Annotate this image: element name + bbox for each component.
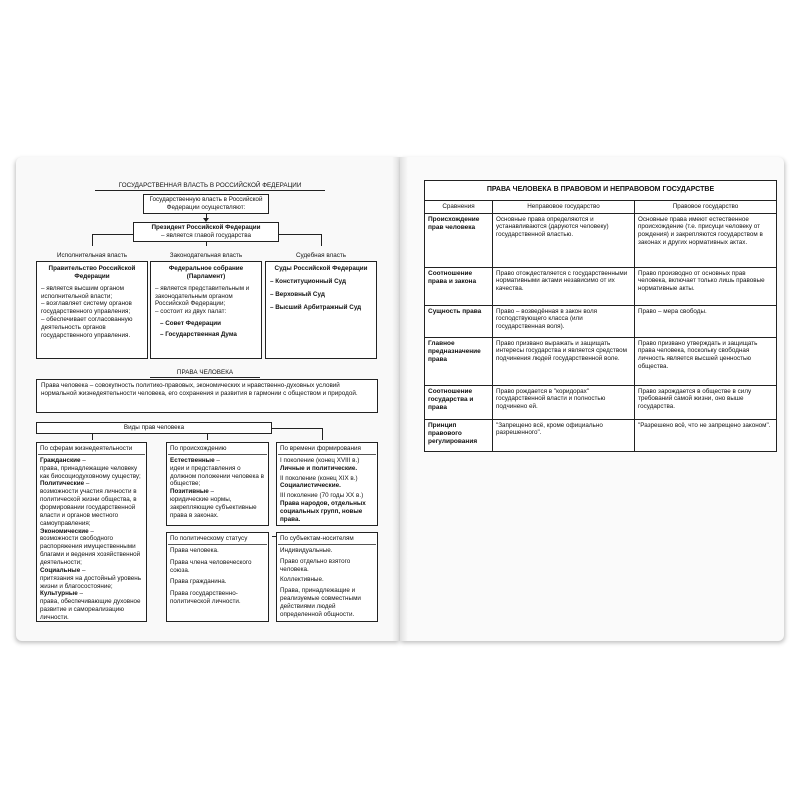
sphere-desc: притязания на достойный уровень жизни и благосостояние; bbox=[40, 574, 142, 590]
leg-box bbox=[150, 261, 262, 359]
connector bbox=[206, 242, 207, 246]
political-item: Права члена человеческого союза. bbox=[170, 558, 252, 574]
sphere-desc: возможности участия личности в политической жизни общества, в формировании государственной власти и органов местного самоуправления; bbox=[40, 488, 137, 527]
spheres-box: По сферам жизнедеятельности Гражданские – права, принадлежащие человеку как биосоциодуховному существу; Политические – возможности участия личности в политической жизни общества, в формировании государственной власти и органов местного самоуправления; Экономические – возможности свободного распоряжения имущественными благами и ведения хозяйственной деятельности; Социальные – притязания на достойный уровень жизни и благосостояние; Культурные – права, обеспечивающие духовное развитие и самореализацию личности. bbox=[36, 442, 147, 622]
time-heading: По времени формирования bbox=[280, 445, 361, 452]
row-label: Соотношение государства и права bbox=[425, 385, 493, 419]
political-item: Права человека. bbox=[170, 546, 219, 554]
connector bbox=[207, 434, 208, 440]
table-row bbox=[425, 385, 777, 419]
non-legal-cell: Право рождается в "коридорах" государственной власти и полностью подчинено ей. bbox=[493, 385, 635, 419]
table-header: Сравнения bbox=[425, 200, 493, 213]
table-title: ПРАВА ЧЕЛОВЕКА В ПРАВОВОМ И НЕПРАВОВОМ ГОСУДАРСТВЕ bbox=[425, 181, 777, 201]
jud-title: Суды Российской Федерации bbox=[274, 265, 368, 272]
divider bbox=[38, 454, 145, 455]
president-title: Президент Российской Федерации bbox=[151, 224, 261, 231]
table-row bbox=[425, 213, 777, 267]
connector bbox=[92, 434, 93, 440]
leg-item: – состоит из двух палат: bbox=[155, 308, 227, 316]
non-legal-cell: "Запрещено всё, кроме официально разрешенного". bbox=[493, 419, 635, 451]
time-box bbox=[276, 442, 378, 526]
gov-title-underline bbox=[95, 190, 325, 191]
divider bbox=[168, 544, 267, 545]
exec-item: – возглавляет систему органов государственного управления; bbox=[41, 300, 132, 316]
types-heading-box bbox=[36, 422, 272, 434]
gov-title: ГОСУДАРСТВЕННАЯ ВЛАСТЬ В РОССИЙСКОЙ ФЕДЕРАЦИИ bbox=[118, 182, 302, 189]
comparison-table bbox=[424, 180, 777, 452]
table-row bbox=[425, 267, 777, 305]
sphere-term: Социальные bbox=[40, 566, 81, 574]
jud-box bbox=[265, 261, 377, 359]
connector bbox=[322, 428, 323, 440]
origin-term: Позитивные bbox=[170, 488, 209, 496]
leg-chamber: – Государственная Дума bbox=[160, 331, 237, 339]
leg-heading: Законодательная власть bbox=[169, 252, 243, 259]
connector bbox=[279, 234, 322, 235]
divider bbox=[168, 454, 267, 455]
time-rights: Личные и политические. bbox=[280, 464, 358, 472]
table-header: Правовое государство bbox=[635, 200, 777, 213]
types-heading: Виды прав человека bbox=[123, 424, 185, 431]
origin-desc: идеи и представления о должном положении человека в обществе; bbox=[170, 464, 264, 488]
legal-cell: "Разрешено всё, что не запрещено законом". bbox=[635, 419, 777, 451]
subjects-item: Права, принадлежащие и реализуемые совместными действиями людей определенной общности. bbox=[280, 587, 361, 618]
time-rights: Права народов, отдельных социальных групп, новые права. bbox=[280, 500, 366, 523]
sphere-desc: возможности свободного распоряжения имущественными благами и ведения хозяйственной деятельности; bbox=[40, 535, 141, 567]
exec-heading: Исполнительная власть bbox=[56, 252, 127, 259]
leg-title: Федеральное собрание (Парламент) bbox=[168, 265, 244, 280]
table-header-row bbox=[425, 200, 777, 213]
rights-definition-box bbox=[36, 379, 378, 413]
exec-title: Правительство Российской Федерации bbox=[48, 265, 136, 280]
exec-box bbox=[36, 261, 148, 359]
rights-title-underline bbox=[150, 377, 260, 378]
time-rights: Социалистические. bbox=[280, 482, 341, 490]
divider bbox=[278, 454, 376, 455]
president-sub: – является главой государства bbox=[161, 231, 251, 239]
rights-title: ПРАВА ЧЕЛОВЕКА bbox=[176, 369, 234, 376]
origin-desc: юридические нормы, закрепляющие субъективные права в законах. bbox=[170, 496, 257, 519]
row-label: Соотношение права и закона bbox=[425, 267, 493, 305]
exec-item: – обеспечивает согласованную деятельность органов государственного управления. bbox=[41, 316, 133, 339]
table-row bbox=[425, 337, 777, 385]
connector bbox=[92, 234, 93, 246]
non-legal-cell: Право – возведённая в закон воля господствующего класса (или государственная воля). bbox=[493, 305, 635, 337]
political-heading: По политическому статусу bbox=[170, 535, 248, 542]
non-legal-cell: Право призвано выражать и защищать интересы государства и является средством подчинения людей государственной воле. bbox=[493, 337, 635, 385]
political-item: Права государственно-политической личности. bbox=[170, 590, 241, 606]
legal-cell: Основные права имеют естественное происхождение (т.е. присущи человеку от рождения) и закрепляются государством в законах и других нормативных актах. bbox=[635, 213, 777, 267]
table-row bbox=[425, 305, 777, 337]
sphere-term: Политические bbox=[40, 480, 85, 488]
legal-cell: Право призвано утверждать и защищать права человека, поскольку свободная личность является высшей ценностью общества. bbox=[635, 337, 777, 385]
table-title-row bbox=[425, 181, 777, 201]
row-label: Происхождение прав человека bbox=[425, 213, 493, 267]
divider bbox=[278, 544, 376, 545]
origin-box: По происхождению Естественные – идеи и представления о должном положении человека в обществе; Позитивные – юридические нормы, закрепляющие субъективные права в законах. bbox=[166, 442, 269, 526]
gov-intro-text: Государственную власть в Российской Федерации осуществляют: bbox=[149, 196, 263, 211]
president-box bbox=[133, 222, 279, 242]
subjects-item: Индивидуальные. bbox=[280, 546, 333, 554]
connector bbox=[92, 234, 133, 235]
time-era: III поколение (70 годы XX в.) bbox=[280, 492, 364, 500]
subjects-heading: По субъектам-носителям bbox=[280, 535, 354, 542]
jud-item: – Высший Арбитражный Суд bbox=[270, 303, 362, 311]
time-era: II поколение (конец XIX в.) bbox=[280, 474, 358, 482]
time-era: I поколение (конец XVIII в.) bbox=[280, 456, 360, 464]
sphere-term: Экономические bbox=[40, 527, 89, 535]
gov-intro-box bbox=[143, 194, 269, 214]
legal-cell: Право зарождается в обществе в силу требований самой жизни, оно выше государства. bbox=[635, 385, 777, 419]
leg-chamber: – Совет Федерации bbox=[160, 320, 222, 328]
connector bbox=[272, 428, 322, 429]
table-header: Неправовое государство bbox=[493, 200, 635, 213]
legal-cell: Право – мера свободы. bbox=[635, 305, 777, 337]
origin-term: Естественные bbox=[170, 456, 215, 464]
leg-item: – является представительным и законодательным органом Российской Федерации; bbox=[155, 284, 250, 308]
sphere-desc: права, обеспечивающие духовное развитие и самореализацию личности. bbox=[40, 598, 141, 622]
book-spine bbox=[392, 157, 408, 641]
exec-item: – является высшим органом исполнительной власти; bbox=[41, 284, 124, 300]
non-legal-cell: Право отождествляется с государственными нормативными актами независимо от их качества. bbox=[493, 267, 635, 305]
jud-item: – Верховный Суд bbox=[270, 290, 325, 298]
political-item: Права гражданина. bbox=[170, 578, 227, 586]
origin-heading: По происхождению bbox=[170, 445, 227, 452]
row-label: Принцип правового регулирования bbox=[425, 419, 493, 451]
legal-cell: Право производно от основных прав человека, включает только лишь правовые нормативные акты. bbox=[635, 267, 777, 305]
subjects-item: Право отдельно взятого человека. bbox=[280, 557, 351, 573]
jud-item: – Конституционный Суд bbox=[270, 277, 347, 285]
subjects-item: Коллективные. bbox=[280, 576, 324, 584]
subjects-box bbox=[276, 532, 378, 622]
connector bbox=[321, 234, 322, 246]
row-label: Главное предназначение права bbox=[425, 337, 493, 385]
sphere-term: Гражданские bbox=[40, 456, 81, 464]
table-row bbox=[425, 419, 777, 451]
jud-heading: Судебная власть bbox=[295, 252, 347, 259]
sphere-term: Культурные bbox=[40, 590, 78, 598]
political-box bbox=[166, 532, 269, 622]
row-label: Сущность права bbox=[425, 305, 493, 337]
spheres-heading: По сферам жизнедеятельности bbox=[40, 445, 133, 452]
non-legal-cell: Основные права определяются и устанавливаются (даруются человеку) государственной властью. bbox=[493, 213, 635, 267]
sphere-desc: права, принадлежащие человеку как биосоциодуховному существу; bbox=[40, 464, 141, 480]
rights-definition: Права человека – совокупность политико-правовых, экономических и нравственно-духовных условий нормальной жизнедеятельности человека, его сохранения и развития в гармонии с обществом и природой. bbox=[41, 382, 358, 397]
